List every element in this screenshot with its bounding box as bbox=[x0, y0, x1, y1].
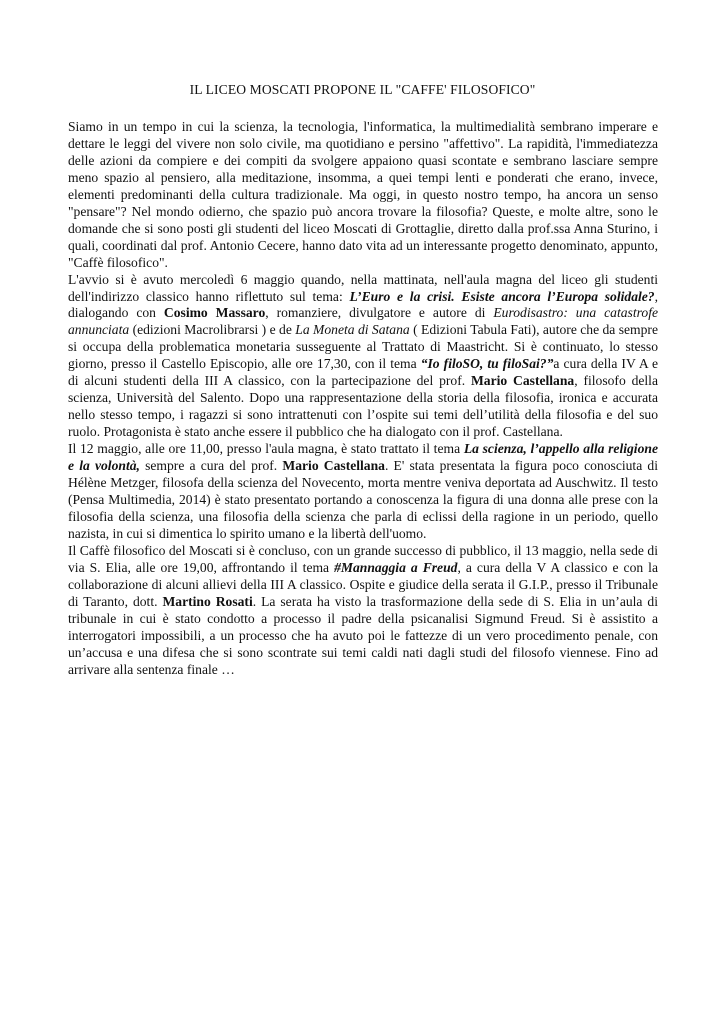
document-title: IL LICEO MOSCATI PROPONE IL "CAFFE' FILOSOFICO" bbox=[189, 82, 536, 97]
emphasis-text: #Mannaggia a Freud bbox=[334, 559, 458, 575]
text-run: , romanziere, divulgatore e autore di bbox=[265, 305, 494, 321]
text-run: , dialogando con bbox=[68, 288, 659, 321]
emphasis-text: Mario Castellana bbox=[470, 373, 575, 389]
text-run: . E' stata presentata la figura poco conosciuta di Hélène Metzger, filosofa della scienza del Novecento, morta mentre veniva deportata ad Auschwitz. Il testo (Pensa Multimedia, 2014) è stato presentato portando a conoscenza la figura di una donna alle prese con la filosofia della scienza, una filosofia della scienza che parla di eclissi della ragione in un periodo, quello nazista, in cui si dimentica lo spirito umano e la libertà dell'uomo. bbox=[68, 458, 659, 541]
text-run: L'avvio si è avuto mercoledì 6 maggio quando, nella mattinata, nell'aula magna del liceo gli studenti dell'indirizzo classico hanno riflettuto sul tema: bbox=[68, 271, 658, 304]
text-run: , filosofo della scienza, Università del Salento. Dopo una rappresentazione della storia della filosofia, ironica e accurata nello stesso tempo, i ragazzi si sono intrattenuti con l’ospite sui temi dell’utilità della filosofia e del suo ruolo. Protagonista è stato anche essere il pubblico che ha dialogato con il prof. Castellana. bbox=[68, 373, 658, 440]
emphasis-text: L’Euro e la crisi. Esiste ancora l’Europa solidale? bbox=[349, 288, 655, 304]
emphasis-text: Mario Castellana bbox=[282, 458, 385, 474]
emphasis-text: Cosimo Massaro bbox=[163, 305, 266, 321]
paragraph-1 bbox=[68, 119, 658, 272]
paragraph-2 bbox=[68, 272, 658, 442]
emphasis-text: Martino Rosati bbox=[162, 593, 253, 609]
text-run: , a cura della V A classico e con la collaborazione di alcuni allievi della III A classico. Ospite e giudice della serata il G.I.P., presso il Tribunale di Taranto, dott. bbox=[68, 559, 658, 609]
text-run: Il 12 maggio, alle ore 11,00, presso l'aula magna, è stato trattato il tema bbox=[68, 441, 464, 457]
paragraph-4 bbox=[68, 543, 658, 679]
emphasis-text: La Moneta di Satana bbox=[295, 322, 410, 338]
text-run: . La serata ha visto la trasformazione della sede di S. Elia in un’aula di tribunale in cui è stato condotto a processo il padre della psicanalisi Sigmund Freud. Si è assistito a interrogatori impossibili, a un processo che ha avuto poi le fattezze di un vero procedimento penale, con un’accusa e una difesa che si sono scontrate sui temi caldi nati dagli studi del filosofo viennese. Fino ad arrivare alla sentenza finale … bbox=[68, 593, 658, 677]
paragraph-3 bbox=[68, 441, 658, 543]
text-run: Siamo in un tempo in cui la scienza, la tecnologia, l'informatica, la multimedialità sembrano imperare e dettare le leggi del vivere non solo civile, ma quotidiano e persino "affettivo". La rapidità, l'immediatezza delle azioni da compiere e dei compiti da svolgere appaiono quasi scontate e sembrano lasciare sempre meno spazio al pensiero, alla meditazione, insomma, a quei tempi lenti e ponderati che erano, invece, elementi predominanti della cultura tradizionale. Ma oggi, in questo nostro tempo, ha ancora un senso "pensare"? Nel mondo odierno, che spazio può ancora trovare la filosofia? Queste, e molte altre, sono le domande che si sono posti gli studenti del liceo Moscati di Grottaglie, diretto dalla prof.ssa Anna Sturino, i quali, coordinati dal prof. Antonio Cecere, hanno dato vita ad un interessante progetto denominato, appunto, "Caffè filosofico". bbox=[68, 119, 658, 270]
text-run: Il Caffè filosofico del Moscati si è concluso, con un grande successo di pubblico, il 13 maggio, nella sede di via S. Elia, alle ore 19,00, affrontando il tema bbox=[68, 542, 658, 575]
emphasis-text: “Io filoSO, tu filoSai?” bbox=[420, 356, 554, 372]
emphasis-text: Eurodisastro: una catastrofe annunciata bbox=[68, 305, 659, 338]
text-run: (edizioni Macrolibrarsi ) e de bbox=[129, 322, 296, 338]
text-run: a cura della IV A e di alcuni studenti della III A classico, con la partecipazione del prof. bbox=[68, 356, 658, 389]
document-body bbox=[68, 119, 658, 678]
text-run: ( Edizioni Tabula Fati), autore che da sempre si occupa della problematica monetaria susseguente al Trattato di Maastricht. Si è continuato, lo stesso giorno, presso il Castello Episcopio, alle ore 17,30, con il tema bbox=[68, 322, 658, 372]
text-run: sempre a cura del prof. bbox=[139, 458, 283, 474]
emphasis-text: La scienza, l’appello alla religione e la volontà, bbox=[68, 441, 658, 474]
